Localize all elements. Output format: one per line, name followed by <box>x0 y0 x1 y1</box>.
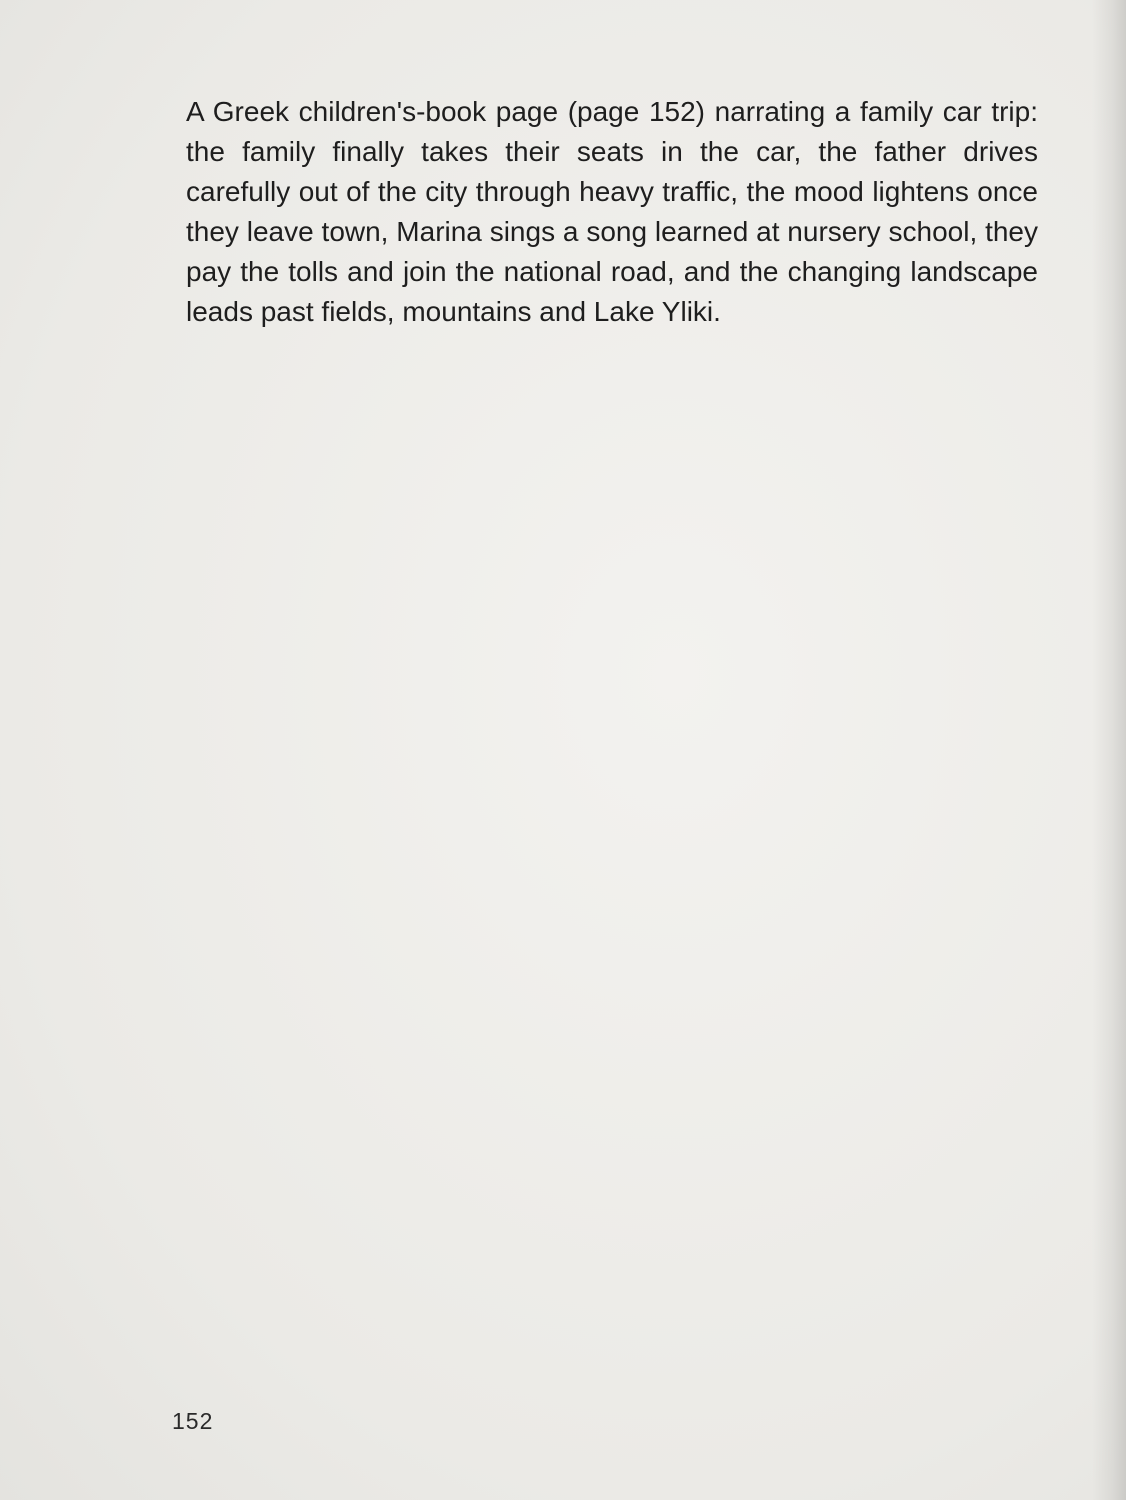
spine-shadow <box>1092 0 1126 1500</box>
page-number: 152 <box>172 1408 214 1434</box>
page-summary: A Greek children's-book page (page 152) narrating a family car trip: the family finally takes their seats in the car, the father drives carefully out of the city through heavy traffic, the mood lightens once they leave town, Marina sings a song learned at nursery school, they pay the tolls and join the national road, and the changing landscape leads past fields, mountains and Lake Yliki. <box>186 96 1038 327</box>
body-text <box>186 92 1038 332</box>
